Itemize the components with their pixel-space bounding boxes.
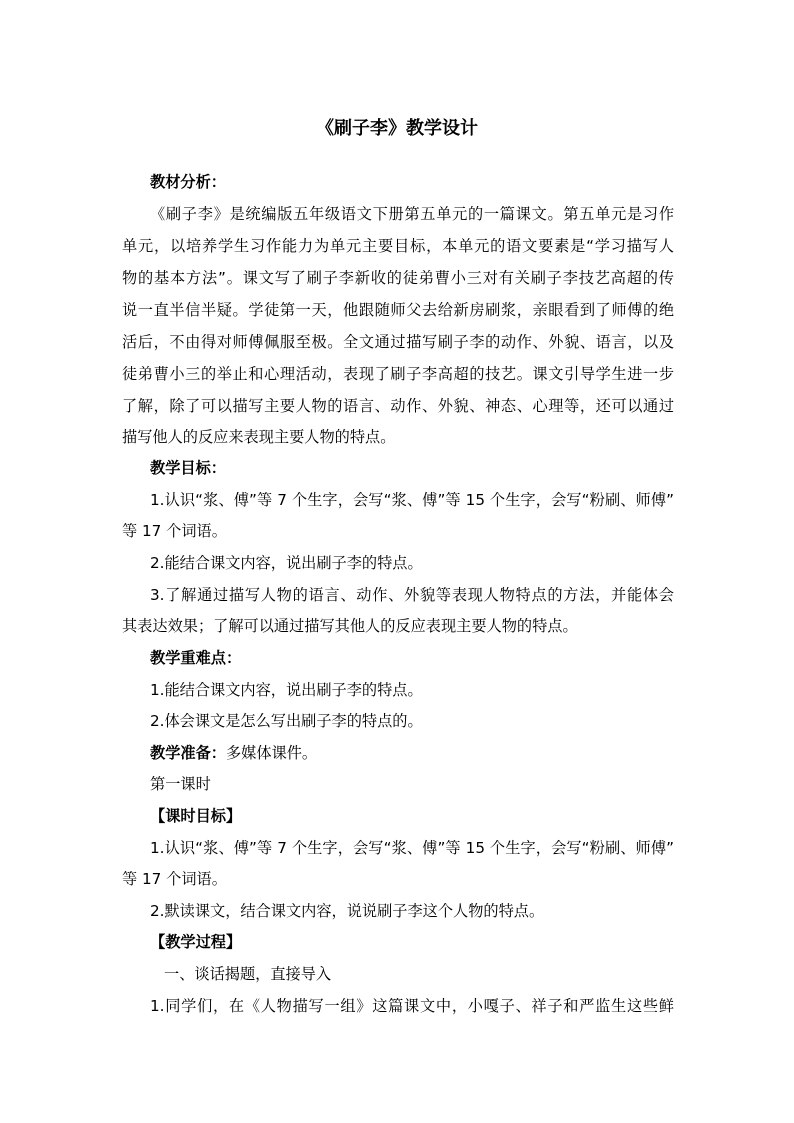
paragraph-line: 物的基本方法”。课文写了刷子李新收的徒弟曹小三对有关刷子李技艺高超的传 — [122, 269, 674, 287]
paragraph-line: 1.能结合课文内容，说出刷子李的特点。 — [150, 681, 423, 699]
section-heading: 教学重难点： — [150, 649, 242, 667]
paragraph-line: 3.了解通过描写人物的语言、动作、外貌等表现人物特点的方法，并能体会 — [150, 586, 674, 604]
paragraph-line: 了解，除了可以描写主要人物的语言、动作、外貌、神态、心理等，还可以通过 — [122, 397, 674, 415]
section-heading: 【教学过程】 — [150, 933, 242, 951]
paragraph-line: 1.认识“浆、傅”等 7 个生字，会写“浆、傅”等 15 个生字，会写“粉刷、师傅” — [150, 491, 674, 509]
paragraph-line: 《刷子李》是统编版五年级语文下册第五单元的一篇课文。第五单元是习作 — [150, 205, 674, 223]
paragraph-line: 描写他人的反应来表现主要人物的特点。 — [122, 428, 396, 446]
paragraph-line: 徒弟曹小三的举止和心理活动，表现了刷子李高超的技艺。课文引导学生进一步 — [122, 365, 674, 383]
paragraph-line: 等 17 个词语。 — [122, 870, 227, 888]
document-title: 《刷子李》教学设计 — [316, 118, 478, 139]
section-heading: 教学准备： — [150, 744, 226, 762]
section-heading: 【课时目标】 — [150, 807, 242, 825]
paragraph-line: 其表达效果；了解可以通过描写其他人的反应表现主要人物的特点。 — [122, 617, 578, 635]
section-heading: 教材分析： — [150, 173, 226, 191]
paragraph-line: 2.体会课文是怎么写出刷子李的特点的。 — [150, 712, 423, 730]
paragraph-line: 等 17 个词语。 — [122, 522, 227, 540]
paragraph-line: 2.能结合课文内容，说出刷子李的特点。 — [150, 554, 423, 572]
inline-text: 多媒体课件。 — [225, 744, 318, 762]
paragraph-line: 一、谈话揭题，直接导入 — [164, 965, 332, 983]
paragraph-line: 1.同学们，在《人物描写一组》这篇课文中，小嘎子、祥子和严监生这些鲜 — [150, 997, 674, 1015]
lesson-heading: 第一课时 — [150, 775, 211, 793]
paragraph-line — [150, 743, 317, 763]
paragraph-line: 2.默读课文，结合课文内容，说说刷子李这个人物的特点。 — [150, 902, 545, 920]
paragraph-line: 1.认识“浆、傅”等 7 个生字，会写“浆、傅”等 15 个生字，会写“粉刷、师傅” — [150, 839, 674, 857]
section-heading: 教学目标： — [150, 459, 226, 477]
paragraph-line: 单元，以培养学生习作能力为单元主要目标，本单元的语文要素是“学习描写人 — [122, 237, 674, 255]
paragraph-line: 说一直半信半疑。学徒第一天，他跟随师父去给新房刷浆，亲眼看到了师傅的绝 — [122, 301, 674, 319]
paragraph-line: 活后，不由得对师傅佩服至极。全文通过描写刷子李的动作、外貌、语言，以及 — [122, 333, 674, 351]
